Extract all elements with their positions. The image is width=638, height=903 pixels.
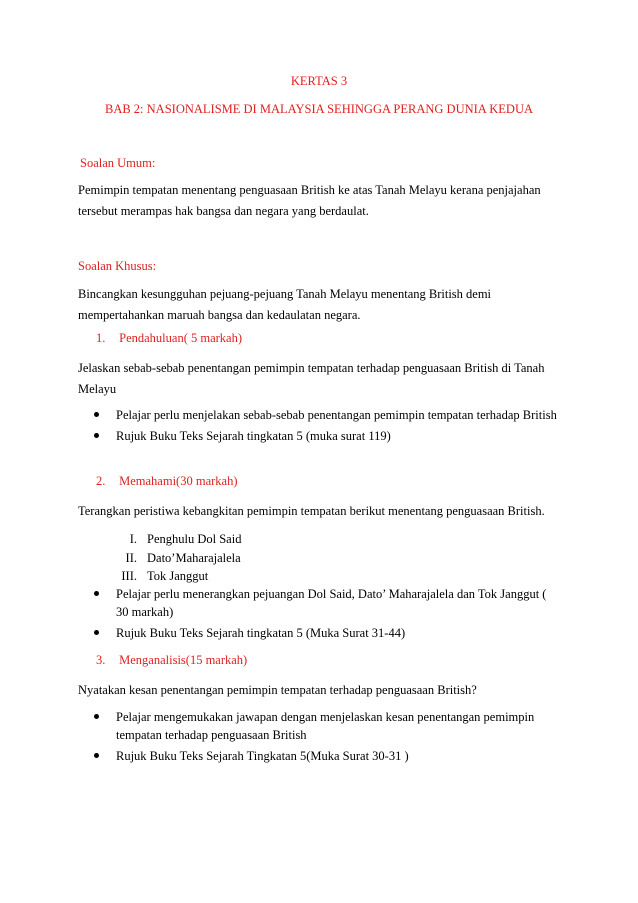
section-1-heading	[96, 331, 242, 346]
section-2-number: 2.	[96, 474, 106, 488]
section-1-bullet: Pelajar perlu menjelakan sebab-sebab penentangan pemimpin tempatan terhadap British	[92, 406, 562, 424]
soalan-khusus-text: Bincangkan kesungguhan pejuang-pejuang Tanah Melayu menentang British demi mempertahankan maruah bangsa dan kedaulatan negara.	[78, 287, 492, 322]
section-1-title: Pendahuluan( 5 markah)	[119, 331, 243, 345]
section-3-question: Nyatakan kesan penentangan pemimpin tempatan terhadap penguasaan British?	[78, 683, 477, 697]
section-2-bullets	[92, 585, 562, 645]
section-3-bullets	[92, 708, 562, 768]
soalan-khusus-heading: Soalan Khusus:	[78, 259, 157, 273]
section-3-title: Menganalisis(15 markah)	[119, 653, 248, 667]
section-1-bullet: Rujuk Buku Teks Sejarah tingkatan 5 (muka surat 119)	[92, 427, 562, 445]
soalan-umum-heading: Soalan Umum:	[80, 156, 156, 170]
soalan-umum-text: Pemimpin tempatan menentang penguasaan British ke atas Tanah Melayu kerana penjajahan tersebut merampas hak bangsa dan negara yang berdaulat.	[78, 183, 541, 218]
section-1-number: 1.	[96, 331, 106, 345]
section-2-heading	[96, 474, 237, 489]
section-2-roman-list	[110, 530, 241, 586]
roman-item: I. Penghulu Dol Said	[129, 532, 242, 546]
section-3-number: 3.	[96, 653, 106, 667]
section-1-question: Jelaskan sebab-sebab penentangan pemimpin tempatan terhadap penguasaan British di Tanah Melayu	[78, 361, 545, 396]
section-3-bullet: Pelajar mengemukakan jawapan dengan menjelaskan kesan penentangan pemimpin tempatan terhadap penguasaan British	[92, 708, 562, 744]
section-1-bullets	[92, 406, 562, 448]
section-3-bullet: Rujuk Buku Teks Sejarah Tingkatan 5(Muka Surat 30-31 )	[92, 747, 562, 765]
paper-title: KERTAS 3	[290, 74, 348, 88]
section-3-heading	[96, 653, 247, 668]
section-2-question: Terangkan peristiwa kebangkitan pemimpin tempatan berikut menentang penguasaan British.	[78, 504, 545, 518]
roman-item: II. Dato’Maharajalela	[125, 550, 241, 565]
section-2-title: Memahami(30 markah)	[119, 474, 238, 488]
chapter-title: BAB 2: NASIONALISME DI MALAYSIA SEHINGGA PERANG DUNIA KEDUA	[104, 102, 534, 116]
section-2-bullet: Pelajar perlu menerangkan pejuangan Dol Said, Dato’ Maharajalela dan Tok Janggut ( 30 markah)	[92, 585, 562, 621]
section-2-bullet: Rujuk Buku Teks Sejarah tingkatan 5 (Muka Surat 31-44)	[92, 624, 562, 642]
roman-item: III. Tok Janggut	[121, 569, 209, 583]
